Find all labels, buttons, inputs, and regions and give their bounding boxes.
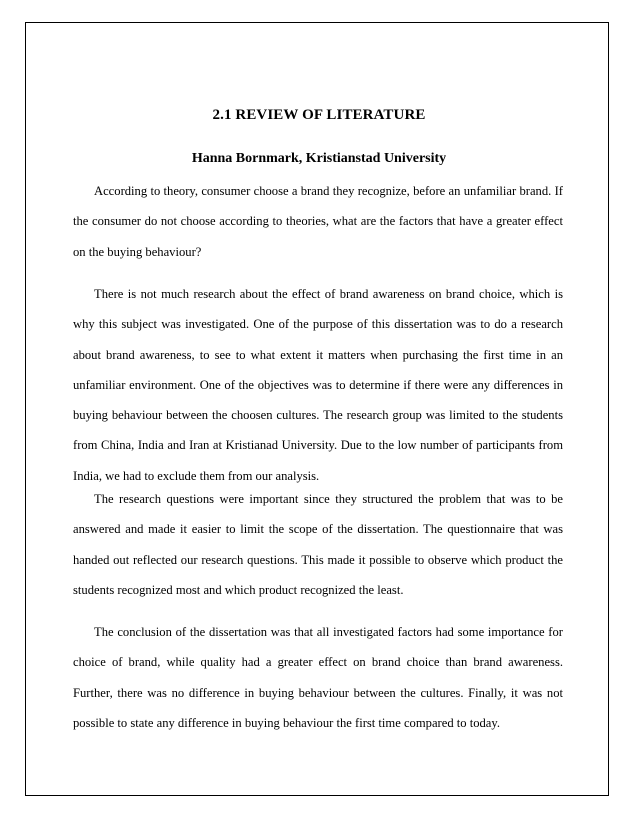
section-heading: 2.1 REVIEW OF LITERATURE [212,107,426,123]
paragraph-text: There is not much research about the effect of brand awareness on brand choice, which is why this subject was investigated. One of the purpose of this dissertation was to do a research about brand awareness, to see to what extent it matters when purchasing the first time in an unfamiliar environment. One of the objectives was to determine if there were any differences in buying behaviour between the choosen cultures. The research group was limited to the students from China, India and Iran at Kristianad University. Due to the low number of participants from India, we had to exclude them from our analysis. [73,287,563,483]
paragraph-3 [73,484,563,605]
paragraph-text: According to theory, consumer choose a brand they recognize, before an unfamiliar brand. If the consumer do not choose according to theories, what are the factors that have a greater effect on the buying behaviour? [73,184,563,259]
paragraph-text: The conclusion of the dissertation was that all investigated factors had some importance for choice of brand, while quality had a greater effect on brand choice than brand awareness. Further, there was no difference in buying behaviour between the cultures. Finally, it was not possible to state any difference in buying behaviour the first time compared to today. [73,625,563,730]
paragraph-text: The research questions were important since they structured the problem that was to be answered and made it easier to limit the scope of the dissertation. The questionnaire that was handed out reflected our research questions. This made it possible to observe which product the students recognized most and which product recognized the least. [73,492,563,597]
paragraph-2 [73,279,563,491]
paragraph-4 [73,617,563,738]
author-line: Hanna Bornmark, Kristianstad University [191,151,447,166]
paragraph-1 [73,176,563,267]
